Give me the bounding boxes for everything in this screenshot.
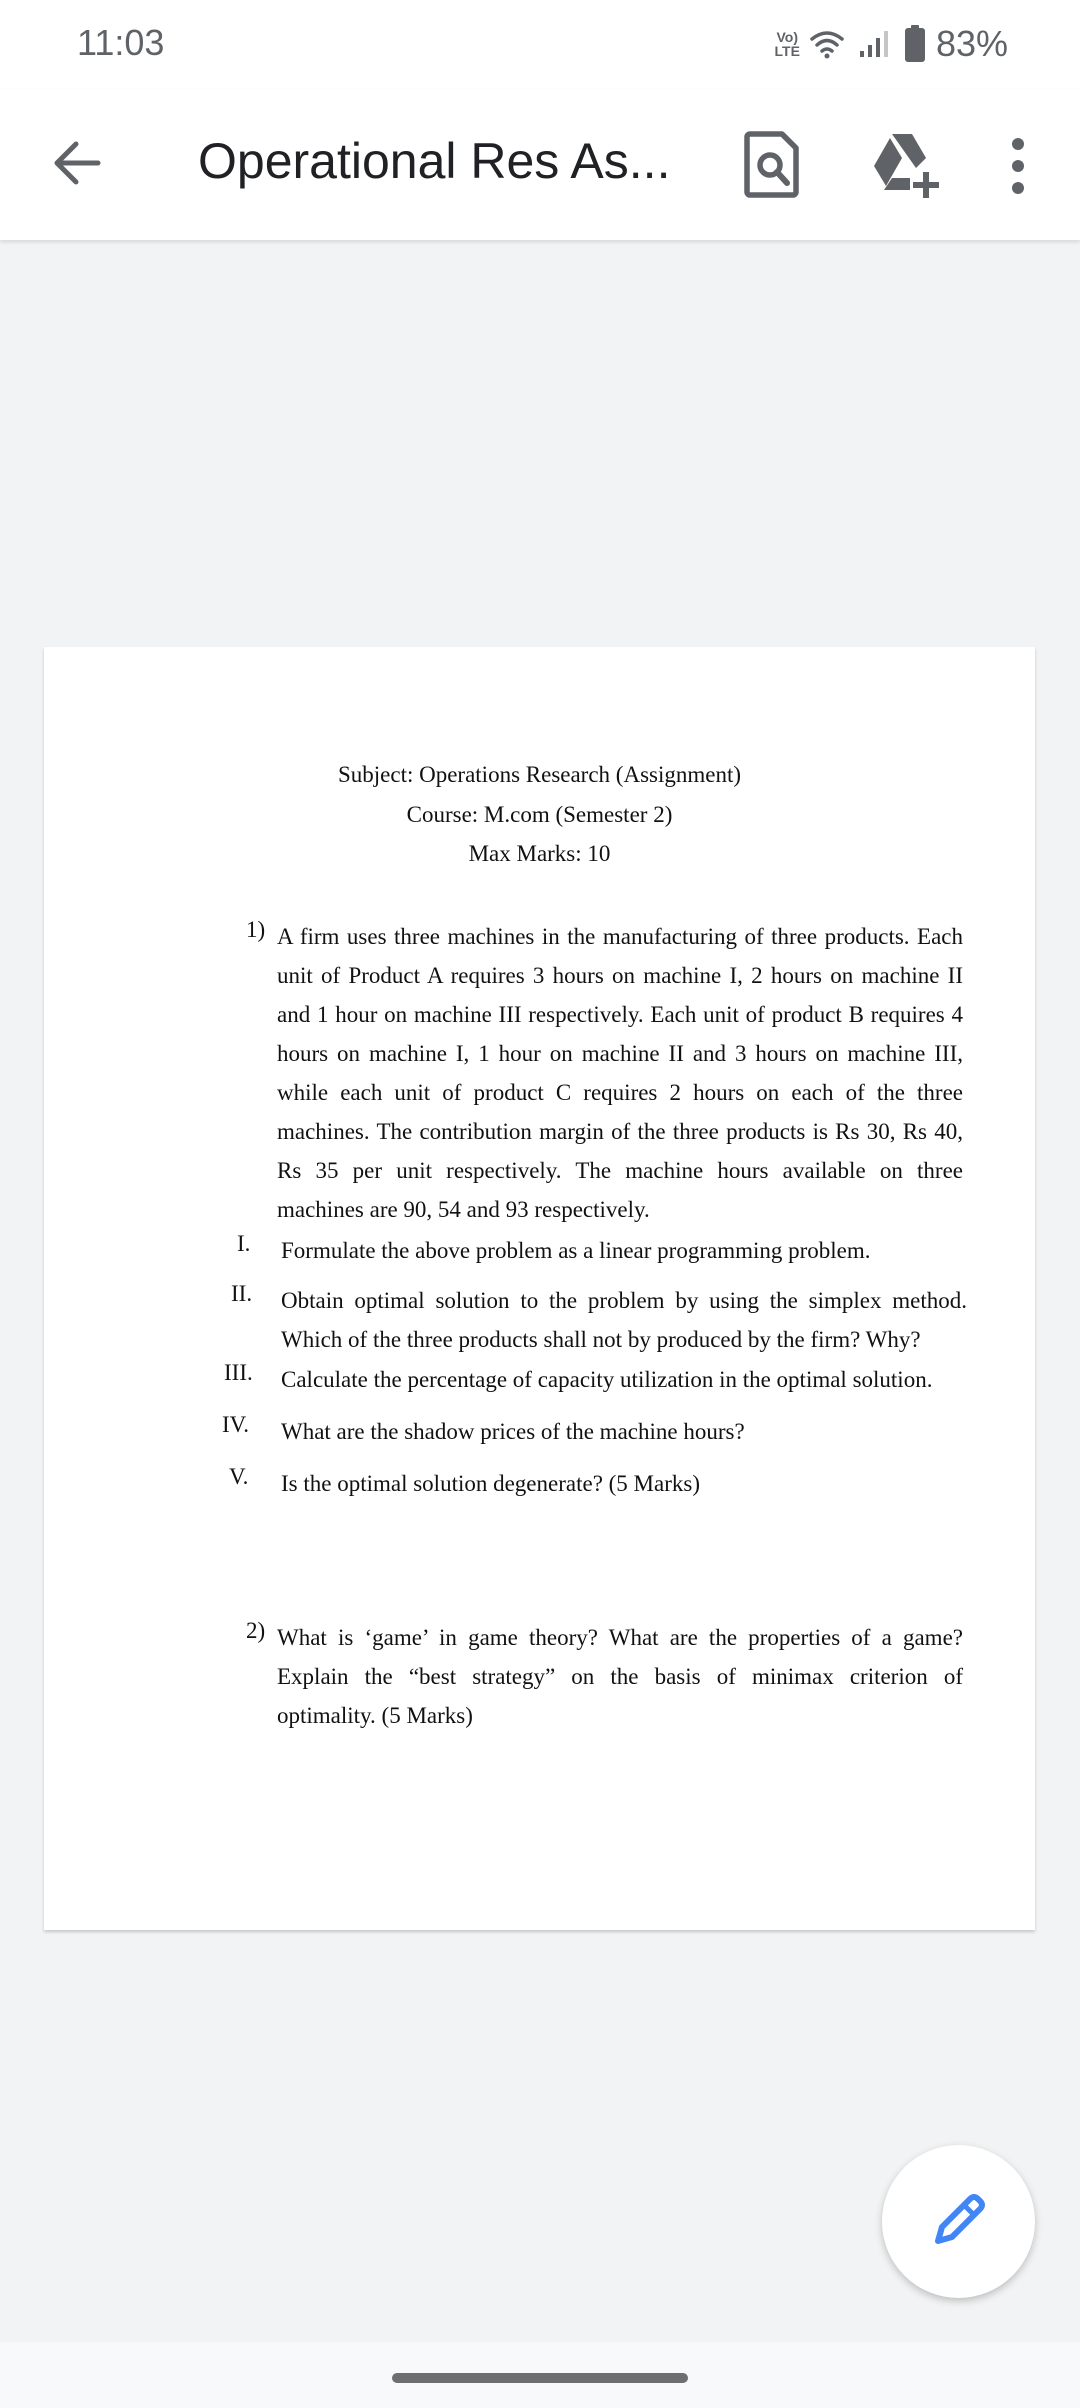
more-options-button[interactable] (1000, 134, 1036, 198)
part-numeral: III. (224, 1360, 253, 1385)
question-2-text: What is ‘game’ in game theory? What are the properties of a game? Explain the “best strategy” on the basis of minimax criterion of optimality. (5 Marks) (277, 1625, 963, 1728)
status-time: 11:03 (77, 22, 165, 63)
question-2-number: 2) (246, 1618, 266, 1643)
part-numeral: V. (229, 1464, 249, 1489)
system-nav-bar (0, 2342, 1080, 2408)
app-bar (0, 90, 1080, 240)
battery-icon (904, 25, 926, 63)
part-numeral: II. (231, 1281, 253, 1306)
part-text: What are the shadow prices of the machine hours? (281, 1419, 745, 1444)
edit-fab-button[interactable] (882, 2145, 1035, 2298)
home-gesture-handle[interactable] (392, 2373, 688, 2383)
max-marks-line: Max Marks: 10 (468, 841, 611, 866)
signal-icon (858, 29, 892, 59)
back-arrow-icon (46, 131, 110, 195)
status-icons (775, 20, 1008, 68)
part-text: Is the optimal solution degenerate? (5 Marks) (281, 1471, 700, 1496)
part-numeral: I. (237, 1231, 251, 1256)
question-1-number: 1) (246, 917, 266, 942)
find-in-page-button[interactable] (738, 128, 806, 200)
course-line: Course: M.com (Semester 2) (406, 802, 673, 827)
add-to-drive-icon (868, 128, 940, 200)
question-1-text: A firm uses three machines in the manufacturing of three products. Each unit of Product A requires 3 hours on machine I, 2 hours on machine II and 1 hour on machine III respectively. Each unit of product B requires 4 hours on machine I, 1 hour on machine II and 3 hours on machine III, while each unit of product C requires 2 hours on each of the three machines. The contribution margin of the three products is Rs 30, Rs 40, Rs 35 per unit respectively. The machine hours available on three machines are 90, 54 and 93 respectively. (277, 924, 963, 1222)
part-text: Formulate the above problem as a linear programming problem. (281, 1238, 871, 1263)
volte-icon: Vo) LTE (774, 29, 800, 59)
find-in-page-icon (738, 128, 806, 200)
part-text: Calculate the percentage of capacity utilization in the optimal solution. (281, 1367, 933, 1392)
document-page (44, 647, 1035, 1930)
battery-percent: 83% (935, 23, 1008, 64)
document-title: Operational Res As... (198, 133, 671, 189)
status-bar (0, 0, 1080, 90)
edit-pencil-icon (926, 2189, 990, 2253)
part-numeral: IV. (222, 1412, 250, 1437)
wifi-icon (810, 29, 844, 59)
subject-line: Subject: Operations Research (Assignment) (337, 762, 742, 787)
more-vert-icon (1000, 134, 1036, 198)
add-to-drive-button[interactable] (868, 128, 940, 200)
back-button[interactable] (46, 131, 110, 195)
part-text: Obtain optimal solution to the problem by using the simplex method. Which of the three products shall not by produced by the firm? Why? (281, 1288, 967, 1352)
